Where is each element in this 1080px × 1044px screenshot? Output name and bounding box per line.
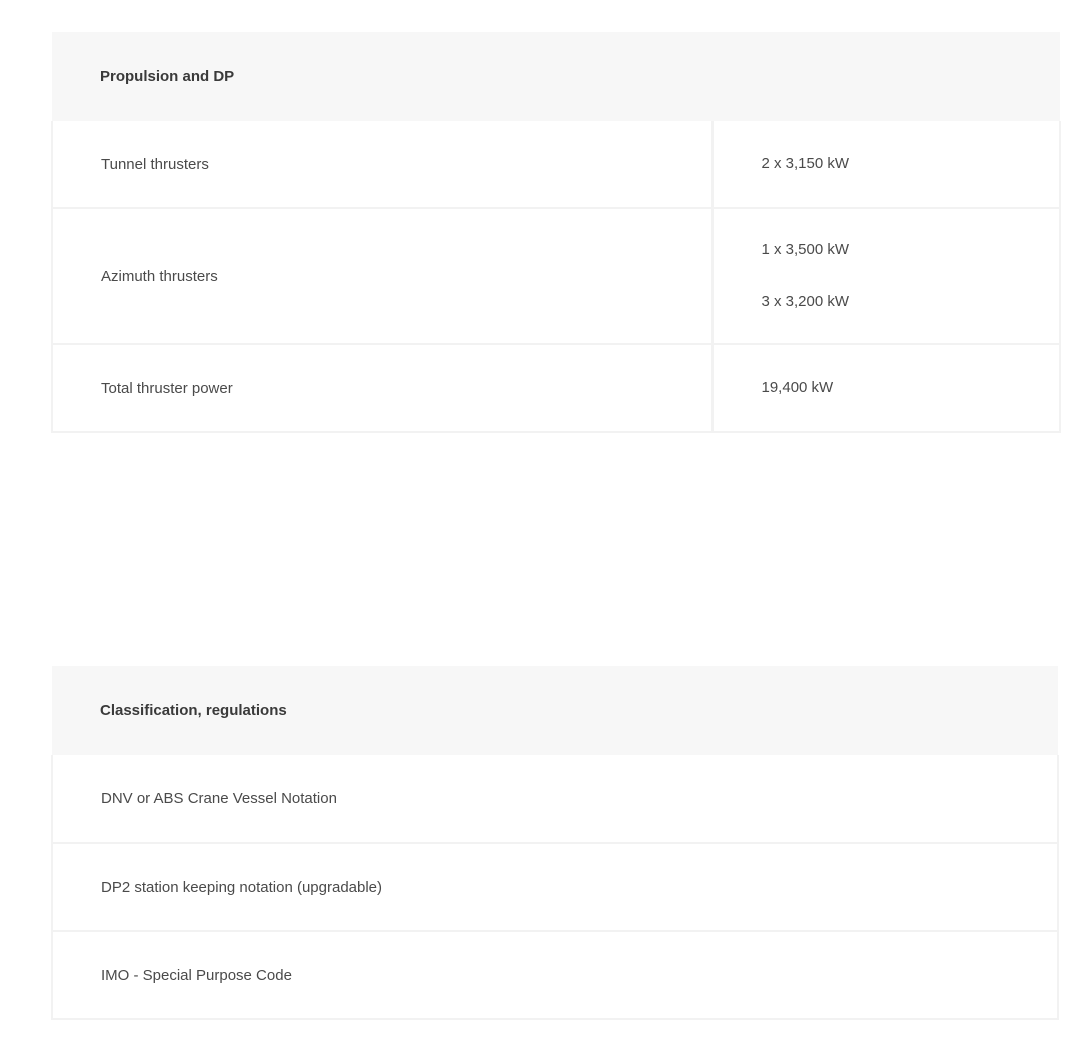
spec-value-line: 1 x 3,500 kW bbox=[761, 241, 850, 258]
table-row bbox=[52, 121, 1060, 208]
table-row bbox=[52, 208, 1060, 344]
table-row bbox=[52, 344, 1060, 432]
propulsion-table-title: Propulsion and DP bbox=[52, 32, 1060, 121]
spec-label: Tunnel thrusters bbox=[52, 121, 712, 208]
table-header-row bbox=[52, 666, 1058, 755]
spec-value bbox=[712, 344, 1060, 432]
spec-value bbox=[712, 208, 1060, 344]
regulation-item: DP2 station keeping notation (upgradable) bbox=[52, 843, 1058, 931]
spec-value-line: 3 x 3,200 kW bbox=[761, 293, 850, 310]
classification-table-title: Classification, regulations bbox=[52, 666, 1058, 755]
table-row bbox=[52, 843, 1058, 931]
regulation-item: IMO - Special Purpose Code bbox=[52, 931, 1058, 1019]
propulsion-spec-table bbox=[51, 32, 1061, 433]
spec-value bbox=[712, 121, 1060, 208]
classification-spec-table bbox=[51, 666, 1059, 1020]
table-row bbox=[52, 931, 1058, 1019]
spec-label: Total thruster power bbox=[52, 344, 712, 432]
spec-label: Azimuth thrusters bbox=[52, 208, 712, 344]
table-header-row bbox=[52, 32, 1060, 121]
spec-value-line: 19,400 kW bbox=[761, 379, 834, 396]
regulation-item: DNV or ABS Crane Vessel Notation bbox=[52, 755, 1058, 843]
table-row bbox=[52, 755, 1058, 843]
spec-value-line: 2 x 3,150 kW bbox=[761, 155, 850, 172]
